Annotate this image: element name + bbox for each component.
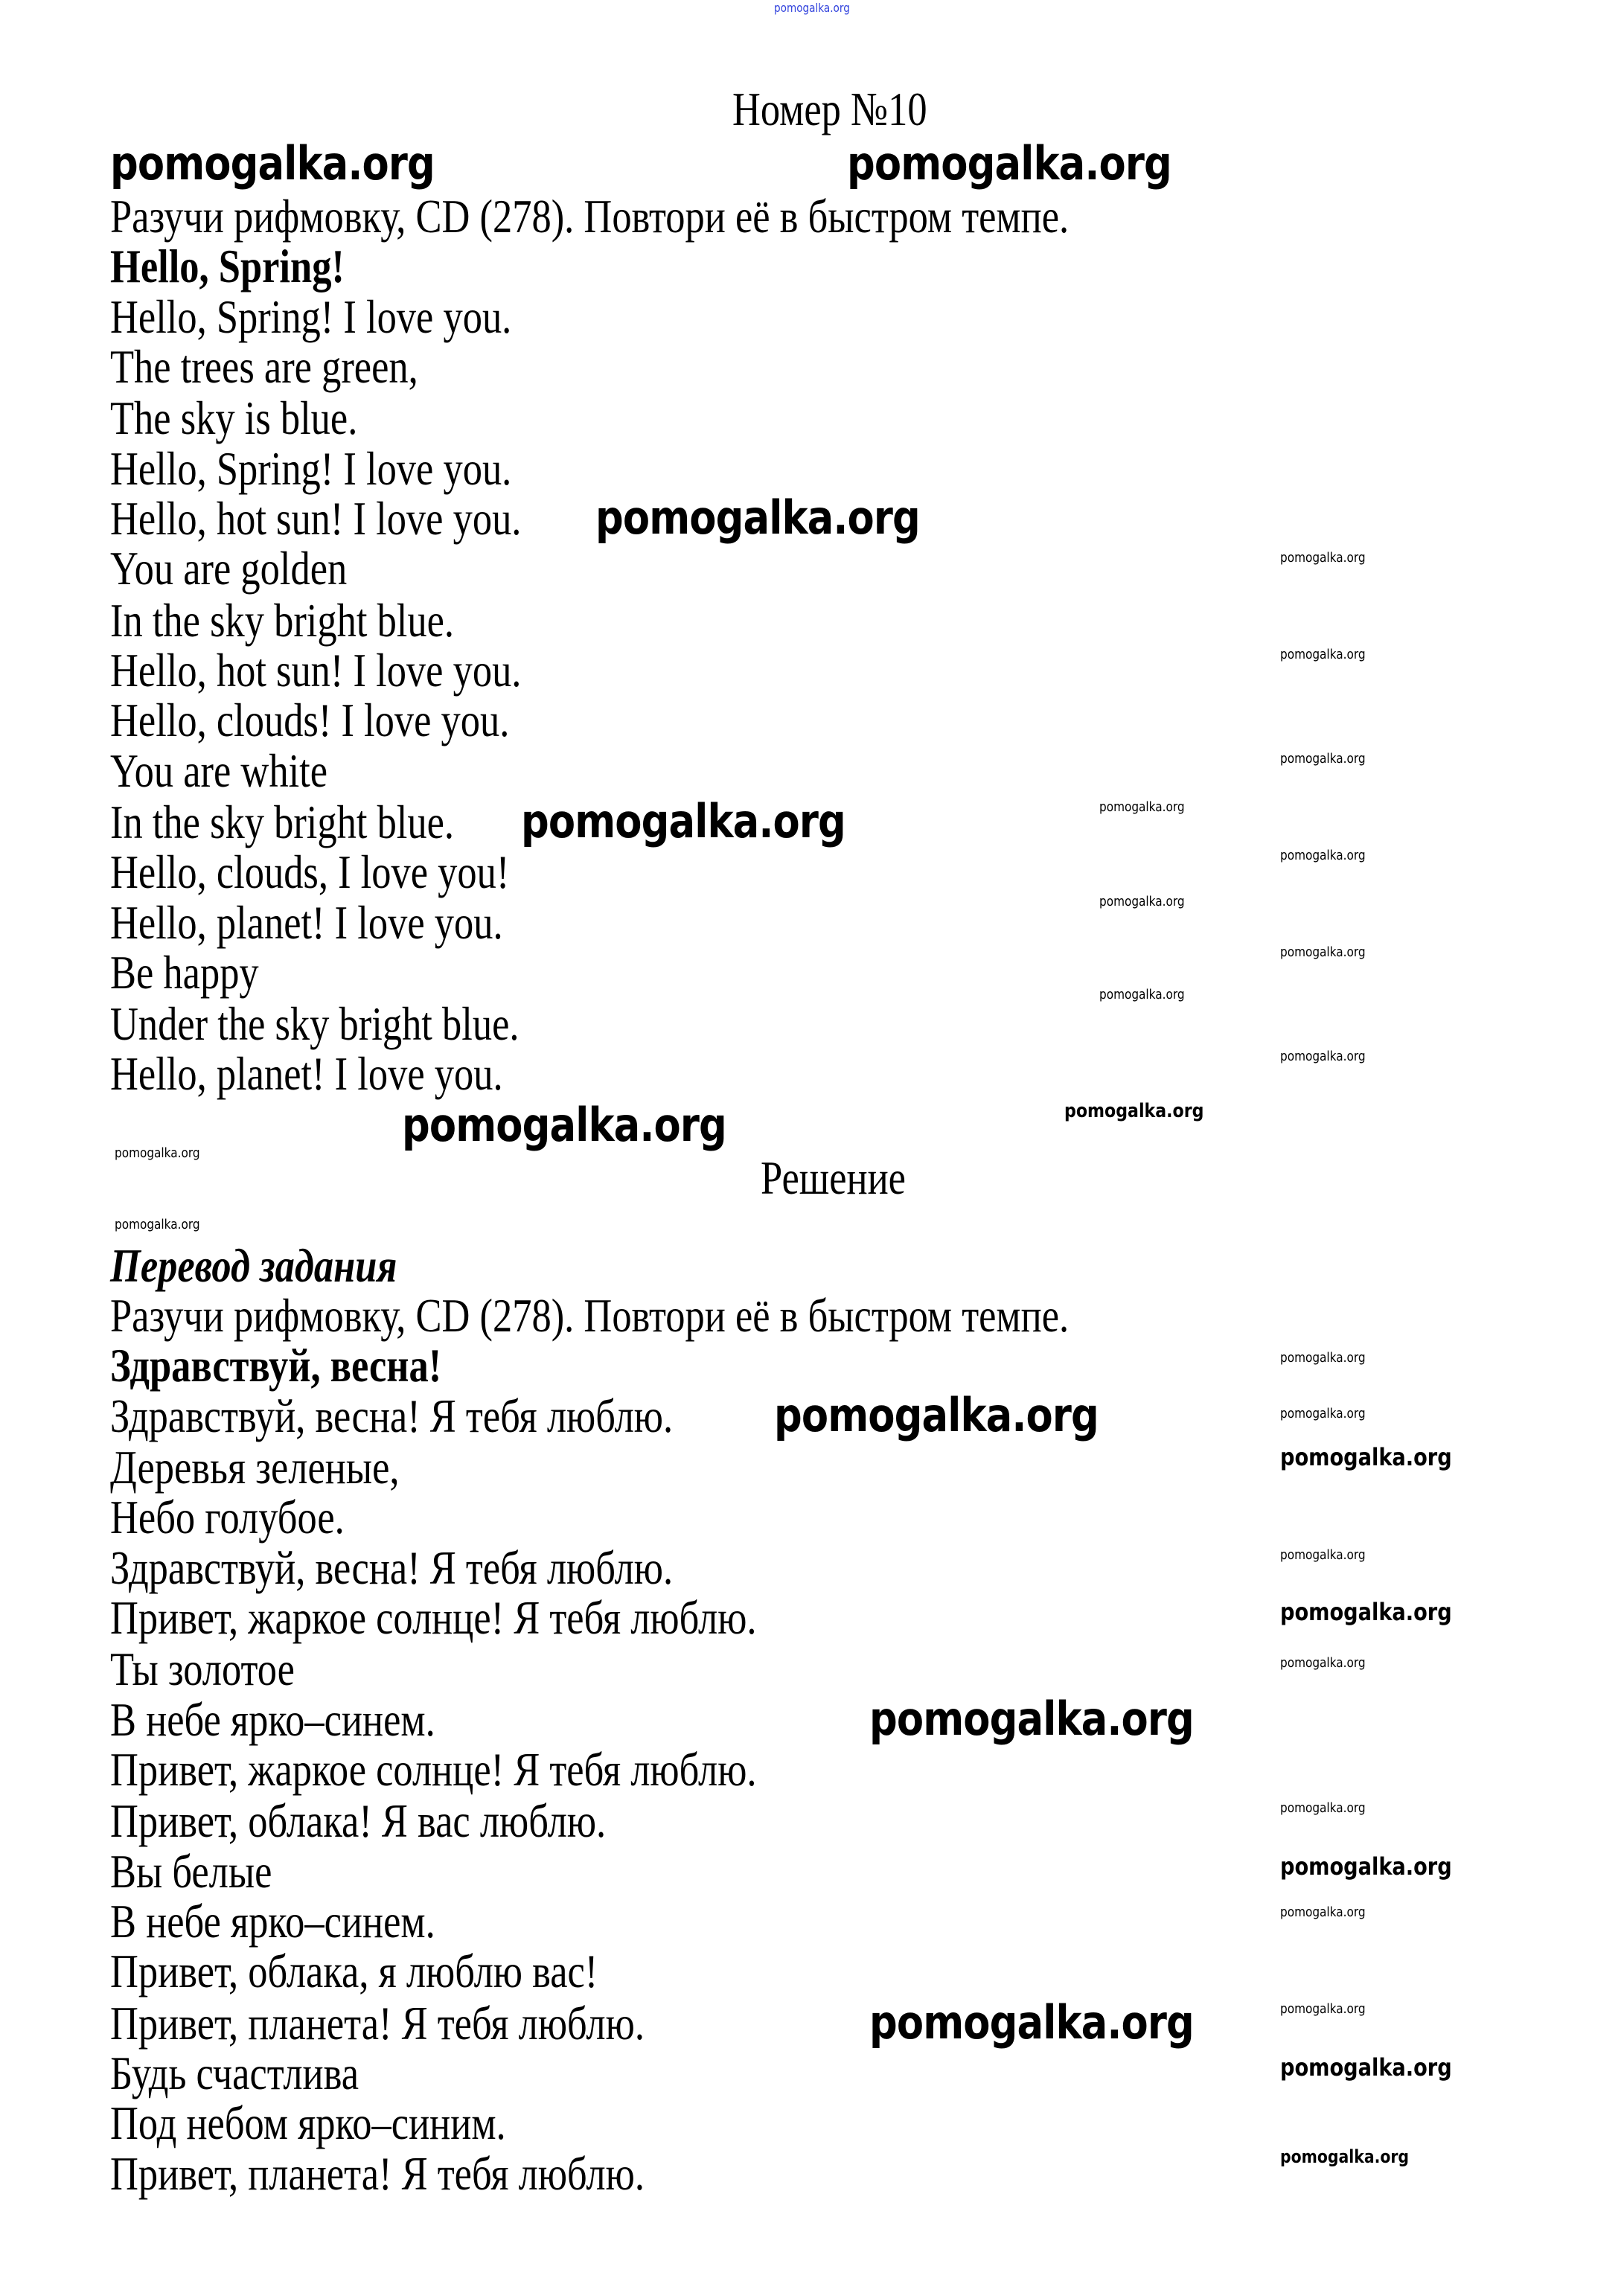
poem-line-ru: Ты золотое <box>110 1642 295 1695</box>
watermark-small: pomogalka.org <box>1280 751 1366 767</box>
watermark-medium: pomogalka.org <box>1280 1443 1452 1471</box>
poem-line-ru: В небе ярко–синем. <box>110 1895 435 1948</box>
poem-line-ru: В небе ярко–синем. <box>110 1693 435 1746</box>
poem-line: The trees are green, <box>110 340 418 393</box>
watermark-medium: pomogalka.org <box>1280 2053 1452 2082</box>
page-title: Номер №10 <box>732 83 927 135</box>
watermark-medium: pomogalka.org <box>1064 1100 1204 1122</box>
translation-heading: Перевод задания <box>110 1239 397 1292</box>
solution-title: Решение <box>761 1151 906 1204</box>
poem-line-ru: Здравствуй, весна! Я тебя люблю. <box>110 1541 674 1594</box>
watermark-small: pomogalka.org <box>1280 848 1366 863</box>
watermark-large: pomogalka.org <box>595 490 920 545</box>
poem-line: Hello, hot sun! I love you. <box>110 492 522 545</box>
poem-line-ru: Вы белые <box>110 1845 272 1898</box>
poem-title-ru: Здравствуй, весна! <box>110 1339 442 1392</box>
watermark-large: pomogalka.org <box>110 136 435 191</box>
watermark-small: pomogalka.org <box>1099 987 1185 1002</box>
watermark-small: pomogalka.org <box>1280 1547 1366 1563</box>
watermark-small: pomogalka.org <box>1280 1655 1366 1671</box>
poem-line: Hello, hot sun! I love you. <box>110 644 522 697</box>
watermark-large: pomogalka.org <box>402 1098 726 1152</box>
watermark-large: pomogalka.org <box>869 1692 1194 1746</box>
poem-line: Hello, clouds, I love you! <box>110 845 510 898</box>
watermark-small: pomogalka.org <box>115 1145 200 1161</box>
watermark-small: pomogalka.org <box>1280 550 1366 566</box>
watermark-small: pomogalka.org <box>1280 944 1366 960</box>
poem-line: Hello, Spring! I love you. <box>110 442 512 495</box>
poem-line: You are white <box>110 744 328 797</box>
poem-line-ru: Привет, жаркое солнце! Я тебя люблю. <box>110 1743 757 1796</box>
watermark-small: pomogalka.org <box>1099 894 1185 909</box>
watermark-medium: pomogalka.org <box>1280 1852 1452 1881</box>
poem-line: Hello, planet! I love you. <box>110 1047 503 1100</box>
watermark-small: pomogalka.org <box>115 1217 200 1232</box>
poem-line: You are golden <box>110 542 348 595</box>
poem-line-ru: Под небом ярко–синим. <box>110 2096 506 2149</box>
watermark-medium: pomogalka.org <box>1280 1598 1452 1626</box>
watermark-small: pomogalka.org <box>1280 1049 1366 1064</box>
solution-instruction: Разучи рифмовку, CD (278). Повтори её в быстром темпе. <box>110 1289 1070 1342</box>
poem-line-ru: Привет, облака! Я вас люблю. <box>110 1794 607 1847</box>
poem-line-ru: Деревья зеленые, <box>110 1441 400 1494</box>
poem-line: Hello, Spring! I love you. <box>110 290 512 343</box>
watermark-small: pomogalka.org <box>1280 1904 1366 1920</box>
poem-line-ru: Небо голубое. <box>110 1491 345 1544</box>
poem-line: The sky is blue. <box>110 391 358 444</box>
watermark-small: pomogalka.org <box>1280 1800 1366 1816</box>
watermark-large: pomogalka.org <box>869 1995 1194 2050</box>
poem-line: Under the sky bright blue. <box>110 997 520 1050</box>
watermark-small: pomogalka.org <box>1280 1350 1366 1366</box>
poem-line-ru: Привет, планета! Я тебя люблю. <box>110 1997 645 2050</box>
watermark-large: pomogalka.org <box>521 794 845 848</box>
poem-line-ru: Привет, планета! Я тебя люблю. <box>110 2147 645 2200</box>
poem-title: Hello, Spring! <box>110 240 345 292</box>
poem-line-ru: Привет, облака, я люблю вас! <box>110 1945 598 1997</box>
poem-line: Be happy <box>110 946 259 999</box>
poem-line: Hello, clouds! I love you. <box>110 694 510 746</box>
poem-line-ru: Будь счастлива <box>110 2047 359 2099</box>
poem-line-ru: Здравствуй, весна! Я тебя люблю. <box>110 1389 674 1442</box>
poem-line-ru: Привет, жаркое солнце! Я тебя люблю. <box>110 1591 757 1644</box>
watermark-small: pomogalka.org <box>1280 2146 1410 2167</box>
watermark-small: pomogalka.org <box>1280 1406 1366 1421</box>
poem-line: In the sky bright blue. <box>110 594 455 647</box>
watermark-small: pomogalka.org <box>1280 647 1366 662</box>
watermark-large: pomogalka.org <box>774 1388 1099 1442</box>
watermark-small: pomogalka.org <box>1280 2001 1366 2017</box>
watermark-top[interactable]: pomogalka.org <box>774 1 850 15</box>
poem-line: Hello, planet! I love you. <box>110 896 503 949</box>
watermark-large: pomogalka.org <box>847 136 1171 191</box>
poem-line: In the sky bright blue. <box>110 796 455 848</box>
task-instruction: Разучи рифмовку, CD (278). Повтори её в быстром темпе. <box>110 190 1070 243</box>
watermark-small: pomogalka.org <box>1099 799 1185 815</box>
